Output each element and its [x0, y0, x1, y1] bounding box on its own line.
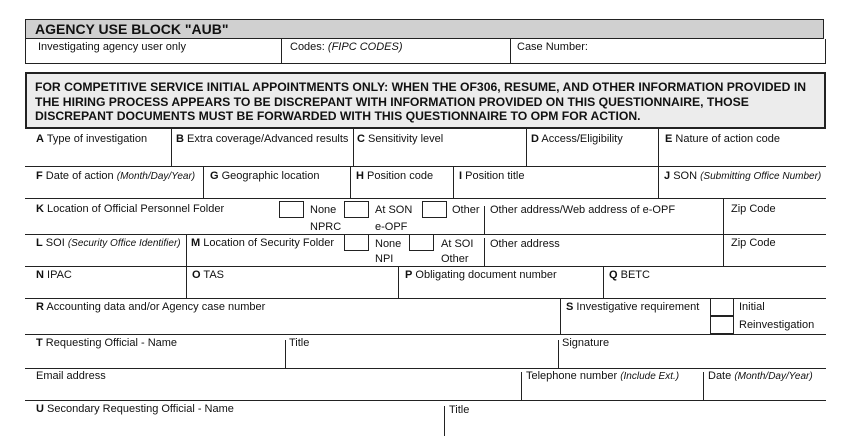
obligating-document-field[interactable] — [405, 283, 602, 298]
field-q-label: Q BETC — [609, 269, 650, 281]
date-label: Date (Month/Day/Year) — [708, 370, 813, 382]
requesting-title-field[interactable] — [291, 352, 557, 368]
email-label: Email address — [36, 370, 106, 382]
geographic-location-field[interactable] — [210, 184, 349, 198]
security-folder-field[interactable] — [191, 251, 343, 266]
field-j-label: J SON (Submitting Office Number) — [664, 170, 822, 182]
telephone-label: Telephone number (Include Ext.) — [526, 370, 680, 382]
reinvestigation-checkbox[interactable] — [710, 316, 734, 334]
opf-nprc-label: NPRC — [310, 221, 342, 233]
opf-other-label: Other — [452, 204, 480, 216]
investigating-agency-field[interactable] — [40, 54, 279, 65]
field-s-label: S Investigative requirement — [566, 301, 700, 313]
tas-field[interactable] — [192, 283, 396, 298]
case-number-field[interactable] — [517, 54, 821, 65]
field-d-label: D Access/Eligibility — [531, 133, 623, 145]
betc-field[interactable] — [609, 283, 825, 298]
codes-label: Codes: (FIPC CODES) — [290, 41, 403, 53]
type-of-investigation-field[interactable] — [36, 148, 170, 166]
reinvestigation-label: Reinvestigation — [739, 319, 815, 331]
field-b-label: B Extra coverage/Advanced results — [176, 133, 349, 145]
opf-zip-label: Zip Code — [731, 203, 776, 215]
telephone-field[interactable] — [526, 384, 702, 400]
opf-at-son-checkbox[interactable] — [344, 201, 369, 218]
security-at-soi-label: At SOI — [441, 238, 474, 250]
soi-field[interactable] — [36, 251, 185, 266]
notice-text: FOR COMPETITIVE SERVICE INITIAL APPOINTMENTS ONLY: WHEN THE OF306, RESUME, AND OTHER INFORMATION PROVIDED IN THE HIRING PROCESS APPEARS TO BE DISCREPANT WITH INFORMATION PROVIDED ON THIS QUESTIONNAIRE, THOSE DISCREPANT DOCUMENTS MUST BE FORWARDED WITH THIS QUESTIONNAIRE TO OPM FOR ACTION. — [35, 80, 807, 124]
signature-label: Signature — [562, 337, 610, 349]
field-f-label: F Date of action (Month/Day/Year) — [36, 170, 196, 182]
opf-none-checkbox[interactable] — [279, 201, 304, 218]
position-title-field[interactable] — [459, 184, 658, 198]
access-eligibility-field[interactable] — [531, 148, 657, 166]
security-npi-label: NPI — [375, 253, 394, 265]
sensitivity-level-field[interactable] — [357, 148, 526, 166]
secondary-name-field[interactable] — [36, 418, 440, 434]
field-t-label: T Requesting Official - Name — [36, 337, 178, 349]
field-l-label: L SOI (Security Office Identifier) — [36, 237, 181, 249]
field-m-label: M Location of Security Folder — [191, 237, 335, 249]
secondary-title-label: Title — [449, 404, 470, 416]
case-number-label: Case Number: — [517, 41, 588, 53]
field-o-label: O TAS — [192, 269, 224, 281]
accounting-data-field[interactable] — [36, 316, 558, 333]
field-h-label: H Position code — [356, 170, 434, 182]
secondary-title-field[interactable] — [451, 418, 825, 434]
field-g-label: G Geographic location — [210, 170, 320, 182]
field-e-label: E Nature of action code — [665, 133, 780, 145]
requesting-title-label: Title — [289, 337, 310, 349]
position-code-field[interactable] — [356, 184, 452, 198]
security-zip-field[interactable] — [731, 251, 825, 266]
opf-other-address-label: Other address/Web address of e-OPF — [490, 204, 676, 216]
requesting-name-field[interactable] — [36, 352, 284, 368]
opf-other-address-field[interactable] — [490, 219, 722, 234]
extra-coverage-field[interactable] — [176, 148, 352, 166]
field-u-label: U Secondary Requesting Official - Name — [36, 403, 234, 415]
security-at-soi-checkbox[interactable] — [409, 234, 434, 251]
security-none-checkbox[interactable] — [344, 234, 369, 251]
opf-at-son-label: At SON — [375, 204, 413, 216]
security-other-address-field[interactable] — [490, 251, 722, 266]
codes-field[interactable] — [290, 54, 509, 65]
opf-none-label: None — [310, 204, 337, 216]
security-zip-label: Zip Code — [731, 237, 776, 249]
son-field[interactable] — [664, 184, 826, 198]
field-a-label: A Type of investigation — [36, 133, 148, 145]
field-k-label: K Location of Official Personnel Folder — [36, 203, 225, 215]
security-other-label: Other — [441, 253, 469, 265]
opf-eopf-label: e-OPF — [375, 221, 408, 233]
field-c-label: C Sensitivity level — [357, 133, 444, 145]
signature-field[interactable] — [564, 352, 824, 368]
field-n-label: N IPAC — [36, 269, 72, 281]
aub-title: AGENCY USE BLOCK "AUB" — [35, 21, 229, 37]
field-p-label: P Obligating document number — [405, 269, 557, 281]
nature-of-action-field[interactable] — [665, 148, 824, 166]
security-other-address-label: Other address — [490, 238, 560, 250]
investigating-agency-label: Investigating agency user only — [38, 41, 186, 53]
opf-zip-field[interactable] — [731, 219, 825, 234]
field-r-label: R Accounting data and/or Agency case number — [36, 301, 266, 313]
ipac-field[interactable] — [36, 283, 185, 298]
security-none-label: None — [375, 238, 402, 250]
date-field[interactable] — [708, 384, 825, 400]
email-field[interactable] — [36, 384, 520, 400]
initial-label: Initial — [739, 301, 765, 313]
date-of-action-field[interactable] — [36, 184, 202, 198]
opf-other-checkbox[interactable] — [422, 201, 447, 218]
field-i-label: I Position title — [459, 170, 525, 182]
initial-checkbox[interactable] — [710, 298, 734, 316]
